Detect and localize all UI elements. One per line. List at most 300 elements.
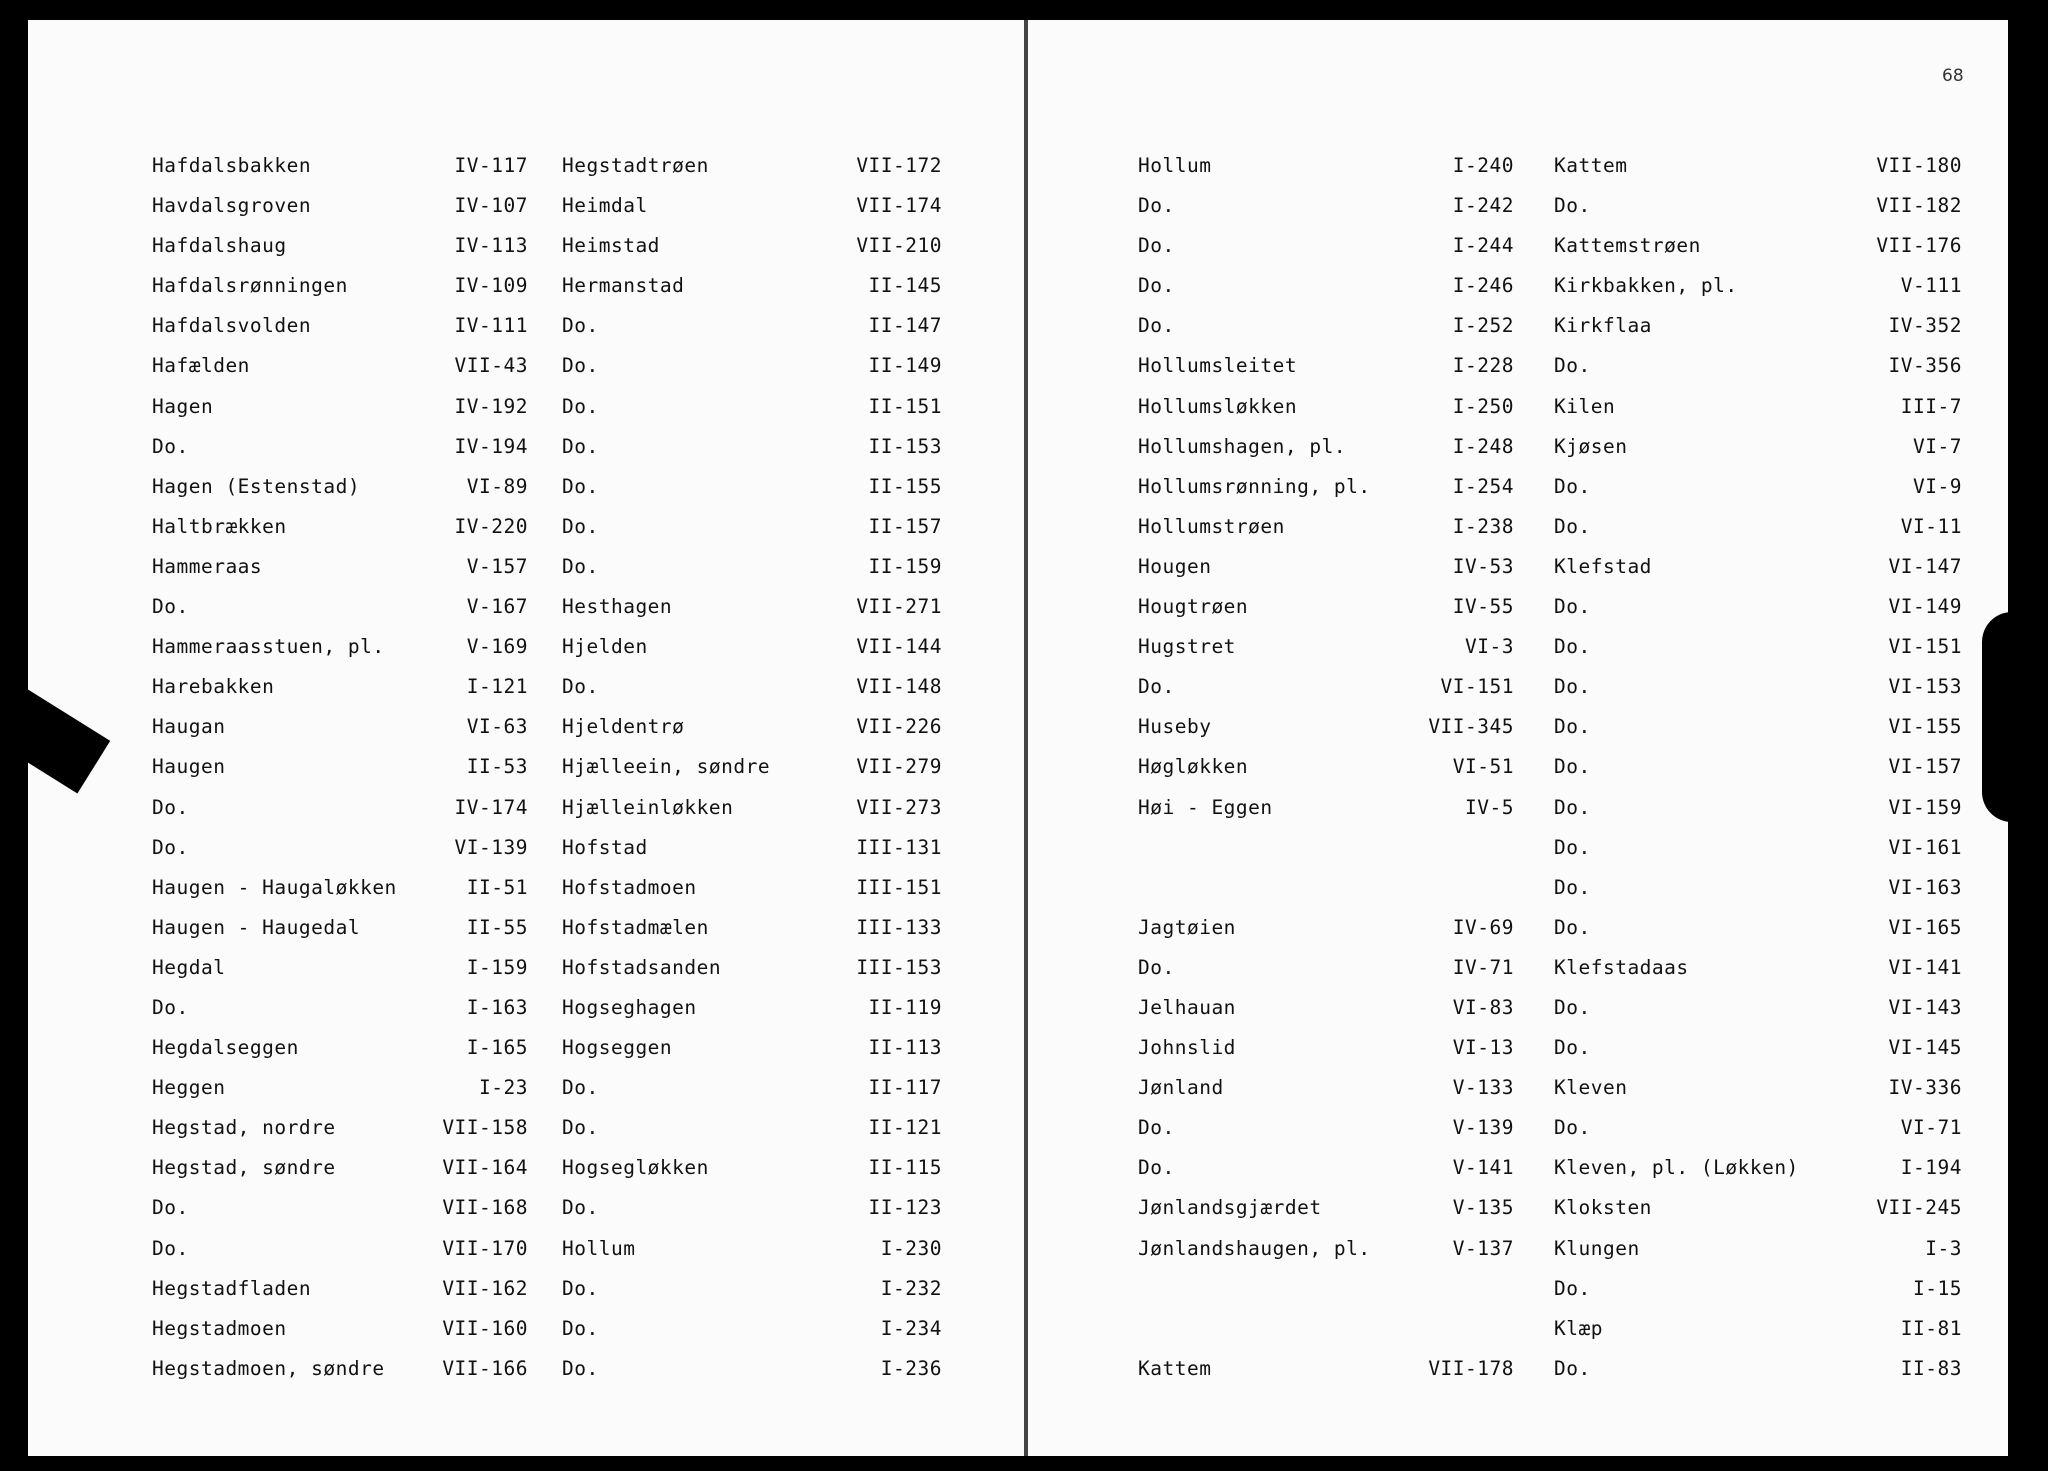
entry-place-name: Do.	[1554, 1116, 1591, 1140]
entry-place-name: Do.	[152, 595, 189, 619]
entry-reference: VII-166	[442, 1356, 528, 1380]
entry-place-name: Hofstadmoen	[562, 875, 697, 899]
entry-place-name: Kattem	[1138, 1356, 1212, 1380]
entry-reference: I-15	[1913, 1276, 1962, 1300]
index-entry	[152, 1148, 528, 1188]
index-entry	[562, 707, 942, 747]
entry-reference: I-230	[880, 1236, 942, 1260]
index-entry	[1554, 467, 1962, 507]
entry-reference: VII-178	[1428, 1356, 1514, 1380]
entry-reference: I-194	[1900, 1156, 1962, 1180]
entry-reference: II-81	[1900, 1316, 1962, 1340]
entry-place-name: Kattemstrøen	[1554, 234, 1701, 258]
entry-reference: VII-176	[1876, 234, 1962, 258]
index-entry	[1554, 1068, 1962, 1108]
index-entry	[152, 1269, 528, 1309]
entry-place-name: Kilen	[1554, 394, 1616, 418]
index-entry	[562, 1229, 942, 1269]
index-entry	[152, 1028, 528, 1068]
index-entry	[1554, 1349, 1962, 1389]
entry-reference: II-51	[466, 875, 528, 899]
index-entry	[1554, 186, 1962, 226]
entry-reference: VI-7	[1913, 434, 1962, 458]
entry-reference: VI-11	[1900, 514, 1962, 538]
entry-place-name: Huseby	[1138, 715, 1212, 739]
index-entry	[152, 1349, 528, 1389]
entry-place-name: Do.	[1138, 194, 1175, 218]
entry-place-name: Jagtøien	[1138, 915, 1236, 939]
entry-reference: IV-192	[454, 394, 528, 418]
index-column-4	[1554, 146, 1962, 1389]
entry-place-name: Hammeraasstuen, pl.	[152, 635, 385, 659]
entry-place-name: Hofstad	[562, 835, 648, 859]
entry-place-name: Haugen - Haugaløkken	[152, 875, 397, 899]
entry-reference: II-83	[1900, 1356, 1962, 1380]
index-entry	[1554, 507, 1962, 547]
entry-reference: II-157	[868, 514, 942, 538]
index-entry	[1138, 1108, 1514, 1148]
entry-reference: VI-163	[1888, 875, 1962, 899]
index-entry	[1138, 387, 1514, 427]
entry-place-name: Do.	[1554, 194, 1591, 218]
entry-place-name: Do.	[562, 554, 599, 578]
entry-reference: V-111	[1900, 274, 1962, 298]
index-entry	[1554, 146, 1962, 186]
entry-place-name: Do.	[562, 675, 599, 699]
entry-place-name: Hafdalsrønningen	[152, 274, 348, 298]
entry-place-name: Kirkflaa	[1554, 314, 1652, 338]
entry-place-name: Klefstad	[1554, 554, 1652, 578]
index-entry	[562, 306, 942, 346]
index-entry	[1554, 868, 1962, 908]
index-entry	[152, 707, 528, 747]
entry-place-name: Do.	[152, 434, 189, 458]
entry-place-name: Do.	[562, 514, 599, 538]
entry-place-name: Haltbrækken	[152, 514, 287, 538]
index-entry	[1138, 948, 1514, 988]
index-entry	[1138, 1269, 1514, 1309]
index-entry	[152, 146, 528, 186]
entry-place-name: Hagen	[152, 394, 214, 418]
entry-place-name: Hegstad, nordre	[152, 1116, 336, 1140]
entry-place-name: Klefstadaas	[1554, 955, 1689, 979]
index-entry	[1554, 346, 1962, 386]
entry-place-name: Hesthagen	[562, 595, 673, 619]
index-entry	[562, 627, 942, 667]
entry-reference: VI-9	[1913, 474, 1962, 498]
entry-place-name: Hjælleein, søndre	[562, 755, 771, 779]
entry-reference: VII-43	[454, 354, 528, 378]
entry-place-name: Hammeraas	[152, 554, 263, 578]
index-entry	[562, 587, 942, 627]
entry-place-name: Jønlandsgjærdet	[1138, 1196, 1322, 1220]
index-entry	[1554, 788, 1962, 828]
index-entry	[152, 788, 528, 828]
entry-place-name: Do.	[1138, 314, 1175, 338]
entry-reference: V-139	[1452, 1116, 1514, 1140]
index-entry	[152, 988, 528, 1028]
index-entry	[562, 1108, 942, 1148]
entry-reference: III-153	[856, 955, 942, 979]
entry-reference: VII-174	[856, 194, 942, 218]
index-entry	[152, 587, 528, 627]
entry-place-name: Do.	[562, 1356, 599, 1380]
entry-reference: VI-151	[1888, 635, 1962, 659]
entry-place-name: Do.	[562, 1316, 599, 1340]
entry-place-name: Hogseggen	[562, 1036, 673, 1060]
entry-place-name: Hugstret	[1138, 635, 1236, 659]
entry-reference: IV-220	[454, 514, 528, 538]
entry-reference: VII-160	[442, 1316, 528, 1340]
index-entry	[152, 266, 528, 306]
index-entry	[152, 1108, 528, 1148]
entry-reference: V-133	[1452, 1076, 1514, 1100]
entry-place-name: Do.	[1554, 675, 1591, 699]
index-entry	[1138, 346, 1514, 386]
entry-reference: VI-71	[1900, 1116, 1962, 1140]
entry-reference: II-113	[868, 1036, 942, 1060]
entry-place-name: Harebakken	[152, 675, 275, 699]
entry-reference: I-121	[466, 675, 528, 699]
entry-place-name: Do.	[1554, 995, 1591, 1019]
index-entry	[1138, 828, 1514, 868]
entry-reference: VI-3	[1465, 635, 1514, 659]
entry-reference: I-236	[880, 1356, 942, 1380]
entry-place-name: Do.	[562, 1276, 599, 1300]
entry-reference: VI-159	[1888, 795, 1962, 819]
entry-place-name: Hegdalseggen	[152, 1036, 299, 1060]
index-entry	[152, 868, 528, 908]
entry-place-name: Hofstadmælen	[562, 915, 709, 939]
entry-reference: VI-89	[466, 474, 528, 498]
entry-place-name: Hafdalshaug	[152, 234, 287, 258]
index-entry	[152, 828, 528, 868]
index-entry	[1138, 1188, 1514, 1228]
index-entry	[152, 346, 528, 386]
entry-reference: IV-352	[1888, 314, 1962, 338]
entry-reference: VI-143	[1888, 995, 1962, 1019]
entry-reference: VII-226	[856, 715, 942, 739]
index-entry	[1554, 547, 1962, 587]
entry-reference: VII-273	[856, 795, 942, 819]
index-entry	[562, 467, 942, 507]
entry-reference: VII-180	[1876, 154, 1962, 177]
entry-reference: IV-113	[454, 234, 528, 258]
entry-place-name: Do.	[1554, 835, 1591, 859]
entry-place-name: Do.	[562, 474, 599, 498]
entry-reference: II-145	[868, 274, 942, 298]
entry-place-name: Havdalsgroven	[152, 194, 312, 218]
entry-reference: IV-71	[1452, 955, 1514, 979]
entry-place-name: Heimdal	[562, 194, 648, 218]
entry-place-name: Do.	[562, 1076, 599, 1100]
index-entry	[562, 507, 942, 547]
entry-reference: I-248	[1452, 434, 1514, 458]
entry-place-name: Haugen - Haugedal	[152, 915, 361, 939]
entry-place-name: Hollum	[562, 1236, 636, 1260]
entry-reference: I-252	[1452, 314, 1514, 338]
entry-place-name: Do.	[1554, 1356, 1591, 1380]
index-entry	[1554, 627, 1962, 667]
entry-place-name: Do.	[1138, 1116, 1175, 1140]
index-entry	[1138, 1229, 1514, 1269]
index-entry	[562, 186, 942, 226]
entry-place-name: Hafdalsbakken	[152, 154, 312, 177]
entry-reference: VII-172	[856, 154, 942, 177]
entry-reference: VII-210	[856, 234, 942, 258]
entry-place-name: Hogseghagen	[562, 995, 697, 1019]
entry-reference: VI-83	[1452, 995, 1514, 1019]
index-entry	[562, 1068, 942, 1108]
entry-reference: I-159	[466, 955, 528, 979]
entry-place-name: Do.	[1554, 474, 1591, 498]
entry-reference: IV-194	[454, 434, 528, 458]
index-entry	[1554, 1028, 1962, 1068]
index-column-1	[152, 146, 528, 1389]
entry-reference: VII-245	[1876, 1196, 1962, 1220]
entry-place-name: Hegdal	[152, 955, 226, 979]
entry-place-name: Hougen	[1138, 554, 1212, 578]
index-entry	[562, 226, 942, 266]
index-entry	[1138, 1309, 1514, 1349]
index-entry	[1138, 707, 1514, 747]
entry-reference: III-7	[1900, 394, 1962, 418]
index-entry	[562, 868, 942, 908]
index-entry	[1138, 427, 1514, 467]
entry-place-name: Kattem	[1554, 154, 1628, 177]
entry-reference: V-141	[1452, 1156, 1514, 1180]
entry-place-name: Do.	[152, 835, 189, 859]
entry-reference: IV-117	[454, 154, 528, 177]
entry-place-name: Do.	[1554, 1036, 1591, 1060]
index-entry	[562, 427, 942, 467]
entry-reference: VII-158	[442, 1116, 528, 1140]
entry-reference: I-228	[1452, 354, 1514, 378]
entry-place-name: Hjelden	[562, 635, 648, 659]
index-entry	[152, 1229, 528, 1269]
entry-place-name: Hogsegløkken	[562, 1156, 709, 1180]
right-page-tab	[1982, 612, 2048, 822]
entry-place-name: Høgløkken	[1138, 755, 1249, 779]
entry-place-name: Hegstadmoen	[152, 1316, 287, 1340]
index-entry	[562, 547, 942, 587]
index-entry	[1138, 186, 1514, 226]
index-entry	[562, 266, 942, 306]
index-entry	[562, 1349, 942, 1389]
entry-place-name: Hollumsrønning, pl.	[1138, 474, 1371, 498]
index-entry	[1138, 146, 1514, 186]
entry-reference: VII-168	[442, 1196, 528, 1220]
index-entry	[562, 1309, 942, 1349]
entry-reference: I-246	[1452, 274, 1514, 298]
entry-reference: I-240	[1452, 154, 1514, 177]
entry-reference: VI-155	[1888, 715, 1962, 739]
entry-place-name: Hjælleinløkken	[562, 795, 734, 819]
index-entry	[562, 346, 942, 386]
entry-place-name: Hougtrøen	[1138, 595, 1249, 619]
entry-reference: IV-107	[454, 194, 528, 218]
index-entry	[562, 146, 942, 186]
entry-reference: VII-345	[1428, 715, 1514, 739]
entry-reference: VII-271	[856, 595, 942, 619]
entry-reference: I-165	[466, 1036, 528, 1060]
index-entry	[152, 186, 528, 226]
index-entry	[1554, 1229, 1962, 1269]
index-entry	[1138, 1028, 1514, 1068]
entry-reference: VII-164	[442, 1156, 528, 1180]
entry-reference: II-53	[466, 755, 528, 779]
entry-place-name: Kleven, pl. (Løkken)	[1554, 1156, 1799, 1180]
entry-reference: VI-161	[1888, 835, 1962, 859]
entry-place-name: Hagen (Estenstad)	[152, 474, 361, 498]
entry-place-name: Haugen	[152, 755, 226, 779]
entry-reference: I-232	[880, 1276, 942, 1300]
entry-place-name: Do.	[562, 394, 599, 418]
index-entry	[1554, 948, 1962, 988]
entry-reference: IV-109	[454, 274, 528, 298]
entry-place-name: Do.	[562, 1196, 599, 1220]
entry-reference: VII-162	[442, 1276, 528, 1300]
index-entry	[1138, 908, 1514, 948]
index-entry	[152, 1188, 528, 1228]
entry-place-name: Do.	[1554, 514, 1591, 538]
entry-reference: III-151	[856, 875, 942, 899]
index-entry	[1138, 547, 1514, 587]
entry-reference: VI-165	[1888, 915, 1962, 939]
entry-reference: II-115	[868, 1156, 942, 1180]
index-entry	[1554, 1188, 1962, 1228]
entry-reference: III-133	[856, 915, 942, 939]
entry-place-name: Hegstadtrøen	[562, 154, 709, 177]
index-entry	[1554, 908, 1962, 948]
entry-place-name: Klungen	[1554, 1236, 1640, 1260]
index-entry	[1138, 627, 1514, 667]
entry-place-name: Do.	[1138, 1156, 1175, 1180]
entry-reference: I-244	[1452, 234, 1514, 258]
entry-reference: VI-51	[1452, 755, 1514, 779]
index-entry	[152, 547, 528, 587]
entry-place-name: Hjeldentrø	[562, 715, 685, 739]
entry-reference: I-250	[1452, 394, 1514, 418]
entry-place-name: Haugan	[152, 715, 226, 739]
entry-reference: IV-5	[1465, 795, 1514, 819]
entry-reference: I-242	[1452, 194, 1514, 218]
entry-reference: IV-53	[1452, 554, 1514, 578]
index-entry	[562, 667, 942, 707]
entry-place-name: Hegstadmoen, søndre	[152, 1356, 385, 1380]
index-entry	[1138, 1068, 1514, 1108]
entry-place-name: Kirkbakken, pl.	[1554, 274, 1738, 298]
index-entry	[1554, 988, 1962, 1028]
entry-place-name: Do.	[152, 1236, 189, 1260]
entry-place-name: Hollumsløkken	[1138, 394, 1298, 418]
index-entry	[152, 667, 528, 707]
entry-place-name: Do.	[1554, 755, 1591, 779]
index-entry	[1138, 667, 1514, 707]
entry-place-name: Hermanstad	[562, 274, 685, 298]
entry-reference: IV-69	[1452, 915, 1514, 939]
entry-reference: IV-336	[1888, 1076, 1962, 1100]
index-entry	[562, 1269, 942, 1309]
entry-reference: II-149	[868, 354, 942, 378]
entry-reference: I-238	[1452, 514, 1514, 538]
index-entry	[152, 467, 528, 507]
entry-place-name: Hegstadfladen	[152, 1276, 312, 1300]
entry-reference: VI-141	[1888, 955, 1962, 979]
entry-place-name: Do.	[1554, 875, 1591, 899]
index-entry	[1554, 667, 1962, 707]
entry-reference: IV-55	[1452, 595, 1514, 619]
entry-reference: II-153	[868, 434, 942, 458]
entry-reference: VI-139	[454, 835, 528, 859]
entry-place-name: Hafælden	[152, 354, 250, 378]
entry-place-name: Do.	[1554, 915, 1591, 939]
index-entry	[562, 387, 942, 427]
entry-place-name: Do.	[562, 354, 599, 378]
entry-reference: II-151	[868, 394, 942, 418]
index-entry	[562, 1148, 942, 1188]
entry-reference: VI-145	[1888, 1036, 1962, 1060]
entry-place-name: Høi - Eggen	[1138, 795, 1273, 819]
entry-place-name: Do.	[152, 1196, 189, 1220]
entry-reference: VI-149	[1888, 595, 1962, 619]
index-entry	[1138, 507, 1514, 547]
entry-place-name: Do.	[1138, 955, 1175, 979]
entry-reference: VII-144	[856, 635, 942, 659]
entry-reference: VI-63	[466, 715, 528, 739]
entry-reference: II-147	[868, 314, 942, 338]
entry-place-name: Hafdalsvolden	[152, 314, 312, 338]
index-entry	[152, 1309, 528, 1349]
entry-place-name: Kloksten	[1554, 1196, 1652, 1220]
entry-place-name: Kjøsen	[1554, 434, 1628, 458]
entry-place-name: Do.	[1554, 795, 1591, 819]
entry-reference: VII-279	[856, 755, 942, 779]
entry-reference: V-135	[1452, 1196, 1514, 1220]
index-entry	[152, 427, 528, 467]
index-entry	[562, 988, 942, 1028]
index-entry	[1554, 1148, 1962, 1188]
index-entry	[152, 226, 528, 266]
index-entry	[1554, 828, 1962, 868]
entry-reference: II-159	[868, 554, 942, 578]
entry-place-name: Hollumsleitet	[1138, 354, 1298, 378]
entry-reference: IV-356	[1888, 354, 1962, 378]
entry-place-name: Do.	[1554, 354, 1591, 378]
index-entry	[562, 747, 942, 787]
entry-place-name: Do.	[152, 795, 189, 819]
entry-place-name: Do.	[562, 1116, 599, 1140]
index-entry	[562, 908, 942, 948]
entry-place-name: Johnslid	[1138, 1036, 1236, 1060]
index-entry	[152, 306, 528, 346]
entry-place-name: Do.	[152, 995, 189, 1019]
index-entry	[1138, 587, 1514, 627]
index-entry	[152, 908, 528, 948]
entry-reference: II-55	[466, 915, 528, 939]
entry-reference: V-169	[466, 635, 528, 659]
entry-reference: II-119	[868, 995, 942, 1019]
entry-place-name: Hollumshagen, pl.	[1138, 434, 1347, 458]
index-entry	[1138, 747, 1514, 787]
index-column-3	[1138, 146, 1514, 1389]
index-entry	[1554, 387, 1962, 427]
index-entry	[1138, 266, 1514, 306]
index-entry	[1554, 266, 1962, 306]
entry-place-name: Klæp	[1554, 1316, 1603, 1340]
entry-reference: VI-157	[1888, 755, 1962, 779]
index-entry	[562, 1028, 942, 1068]
